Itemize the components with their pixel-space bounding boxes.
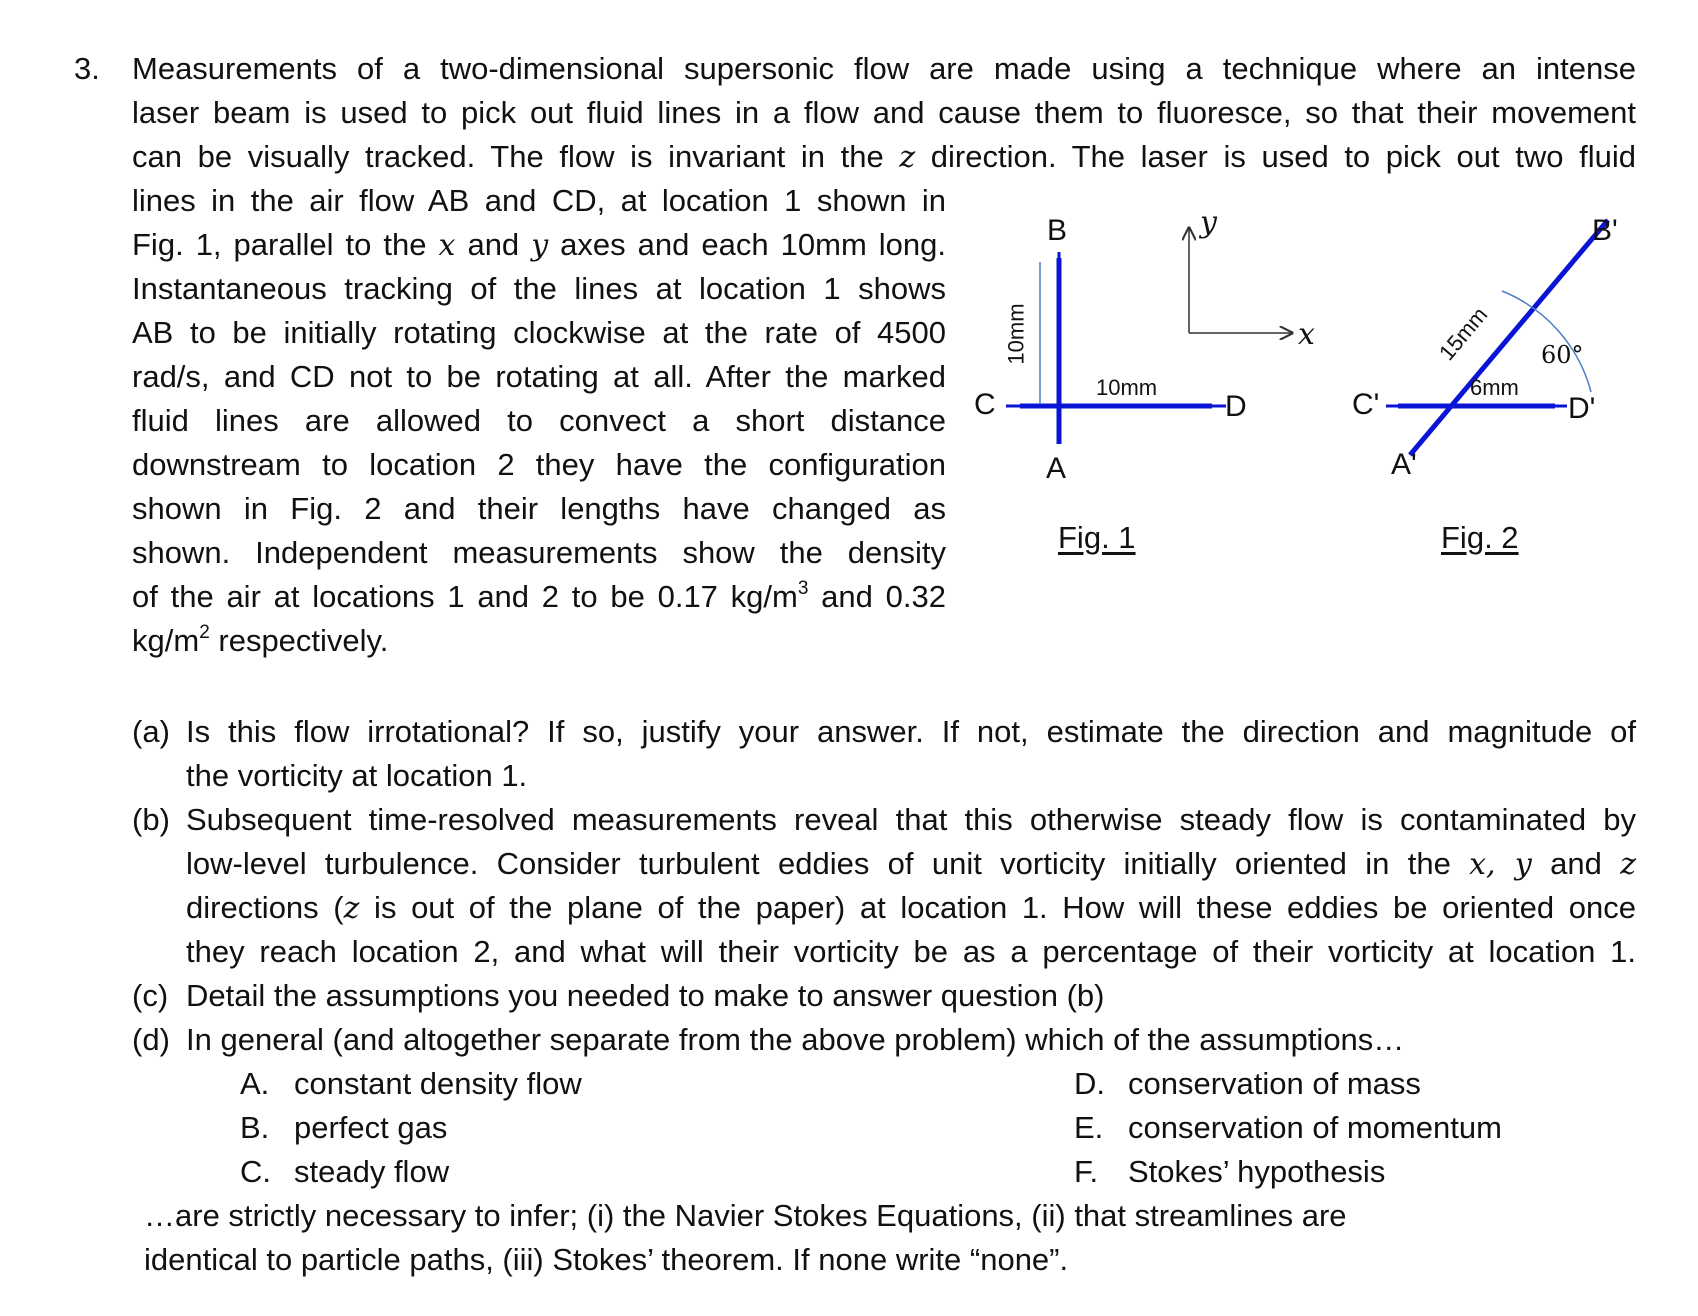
- fig2-dim-horizontal-label: 6mm: [1470, 375, 1519, 400]
- b2-a: low-level turbulence. Consider turbulent eddies of unit vorticity initially oriented in the: [186, 846, 1470, 881]
- part-b-line-4: they reach location 2, and what will their vorticity be as a percentage of their vorticity at location 1.: [186, 934, 1636, 969]
- intro-line-1: Measurements of a two-dimensional supersonic flow are made using a technique where an intense: [132, 51, 1636, 86]
- b3-z: z: [343, 891, 360, 926]
- option-E-text: conservation of momentum: [1128, 1110, 1502, 1145]
- option-A-letter: A.: [240, 1066, 270, 1101]
- fig2-label-D: D': [1568, 392, 1596, 425]
- part-b-label: (b): [132, 802, 170, 837]
- fig2-label-C: C': [1352, 388, 1380, 421]
- part-c-text: Detail the assumptions you needed to make to answer question (b): [186, 978, 1105, 1013]
- fig1-dim-horizontal-label: 10mm: [1096, 375, 1158, 400]
- option-D-letter: D.: [1074, 1066, 1105, 1101]
- density-b: and 0.32: [808, 579, 946, 614]
- fig2-caption: Fig. 2: [1441, 520, 1519, 555]
- option-F-text: Stokes’ hypothesis: [1128, 1154, 1386, 1189]
- part-b-line-1: Subsequent time-resolved measurements reveal that this otherwise steady flow is contaminated by: [186, 802, 1636, 837]
- density-exponent: 3: [797, 577, 809, 599]
- line5-a: Fig. 1, parallel to the: [132, 227, 439, 262]
- b3-a: directions (: [186, 890, 344, 925]
- fig2-dim-diagonal-label: 15mm: [1433, 302, 1493, 366]
- body-line-11: shown in Fig. 2 and their lengths have changed as: [132, 491, 946, 526]
- fig2-label-B: B': [1592, 214, 1618, 247]
- intro-line-2: laser beam is used to pick out fluid lines in a flow and cause them to fluoresce, so that their movement: [132, 95, 1636, 130]
- line3-pre: can be visually tracked. The flow is invariant in the: [132, 139, 900, 174]
- part-d-text: In general (and altogether separate from the above problem) which of the assumptions…: [186, 1022, 1405, 1057]
- line5-b: and: [455, 227, 532, 262]
- part-a-line-1: Is this flow irrotational? If so, justify your answer. If not, estimate the direction and magnitude of: [186, 714, 1636, 749]
- b2-vars: x, y: [1469, 847, 1532, 882]
- last-exponent: 2: [199, 621, 210, 643]
- part-d-label: (d): [132, 1022, 170, 1057]
- option-E-letter: E.: [1074, 1110, 1104, 1145]
- option-C-text: steady flow: [294, 1154, 450, 1189]
- question-number: 3.: [74, 51, 100, 86]
- body-line-8: rad/s, and CD not to be rotating at all. After the marked: [132, 359, 946, 394]
- b2-z: z: [1620, 847, 1636, 882]
- body-line-10: downstream to location 2 they have the configuration: [132, 447, 946, 482]
- line3-post: direction. The laser is used to pick out two fluid: [915, 139, 1636, 174]
- last-a: kg/m: [132, 623, 200, 658]
- option-D-text: conservation of mass: [1128, 1066, 1421, 1101]
- last-b: respectively.: [209, 623, 389, 658]
- option-B-letter: B.: [240, 1110, 270, 1145]
- line5-c: axes and each 10mm long.: [548, 227, 947, 262]
- option-A-text: constant density flow: [294, 1066, 582, 1101]
- option-C-letter: C.: [240, 1154, 271, 1189]
- fig1-label-D: D: [1225, 390, 1247, 423]
- part-c-label: (c): [132, 978, 169, 1013]
- fig2-label-A: A': [1391, 448, 1417, 481]
- b2-b: and: [1531, 846, 1621, 881]
- body-line-12: shown. Independent measurements show the density: [132, 535, 946, 570]
- part-b-line-3: [186, 886, 1636, 931]
- option-B-text: perfect gas: [294, 1110, 448, 1145]
- body-line-7: AB to be initially rotating clockwise at the rate of 4500: [132, 315, 946, 350]
- x-axis-label: x: [1298, 317, 1315, 352]
- fig1-label-C: C: [974, 388, 996, 421]
- fig1-label-A: A: [1046, 452, 1067, 485]
- density-a: of the air at locations 1 and 2 to be 0.17 kg/m: [132, 579, 798, 614]
- y-variable: y: [531, 228, 549, 263]
- fig2-angle-label: 60°: [1541, 341, 1584, 369]
- x-variable: x: [438, 228, 456, 263]
- intro-line-4: lines in the air flow AB and CD, at location 1 shown in: [132, 183, 946, 218]
- fig1-caption: Fig. 1: [1058, 520, 1136, 555]
- part-a-label: (a): [132, 714, 170, 749]
- closing-line-1: …are strictly necessary to infer; (i) the Navier Stokes Equations, (ii) that streamlines are: [144, 1198, 1347, 1233]
- fig1-dim-vertical-label: 10mm: [1003, 303, 1029, 365]
- y-axis-label: y: [1200, 205, 1217, 240]
- body-line-9: fluid lines are allowed to convect a short distance: [132, 403, 946, 438]
- b3-b: is out of the plane of the paper) at location 1. How will these eddies be oriented once: [359, 890, 1637, 925]
- z-variable: z: [899, 140, 916, 175]
- part-a-line-2: the vorticity at location 1.: [186, 758, 528, 793]
- option-F-letter: F.: [1074, 1154, 1099, 1189]
- fig1-label-B: B: [1047, 214, 1068, 247]
- closing-line-2: identical to particle paths, (iii) Stokes’ theorem. If none write “none”.: [144, 1242, 1069, 1277]
- body-line-6: Instantaneous tracking of the lines at location 1 shows: [132, 271, 946, 306]
- part-b-line-2: [186, 842, 1636, 887]
